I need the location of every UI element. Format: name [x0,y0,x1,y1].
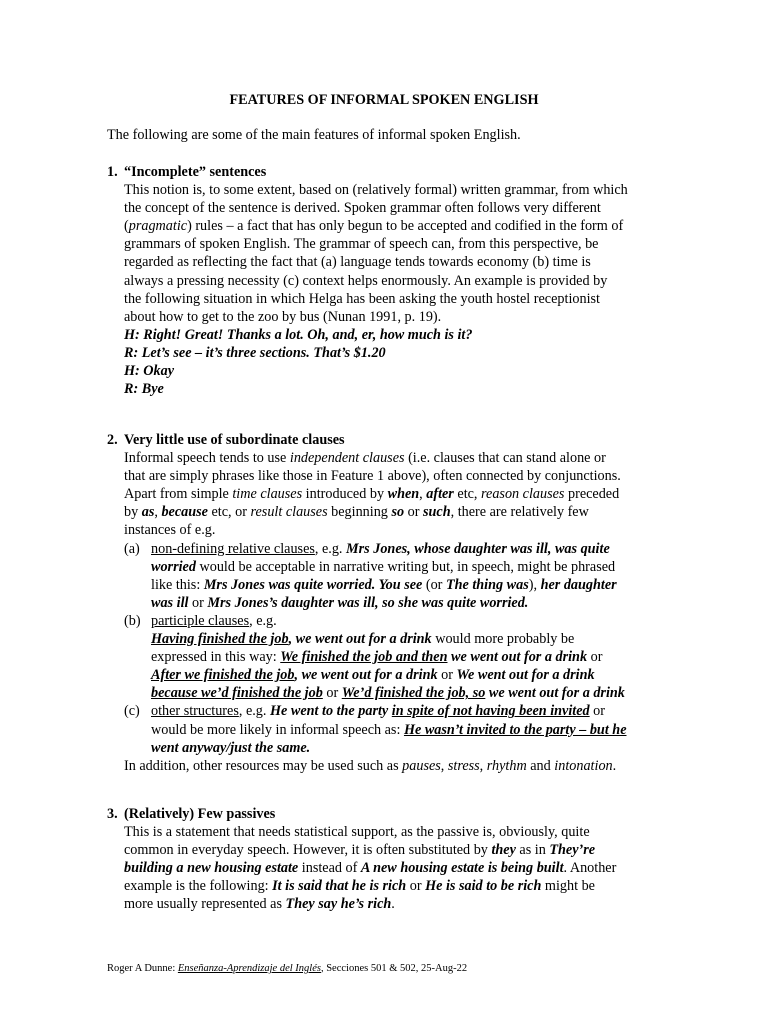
text-line: by as, because etc, or result clauses beginning so or such, there are relatively few [124,504,589,521]
sub-label: (c) [124,703,140,720]
text-line: more usually represented as They say he’s rich. [124,896,395,913]
document-title: FEATURES OF INFORMAL SPOKEN ENGLISH [229,92,539,108]
section-title: “Incomplete” sentences [124,164,267,180]
section-1 [107,163,667,398]
section-3-body [124,823,667,913]
section-3 [107,805,667,914]
text-line: grammars of spoken English. The grammar of speech can, from this perspective, be [124,236,599,253]
dialogue-line: R: Bye [124,381,164,398]
dialogue-line: H: Okay [124,363,175,380]
text-line: This is a statement that needs statistical support, as the passive is, obviously, quite [124,824,590,841]
text-line: worried would be acceptable in narrative writing but, in speech, might be phrased [151,558,616,575]
text-line: was ill or Mrs Jones’s daughter was ill, so she was quite worried. [151,594,529,611]
text-line: common in everyday speech. However, it is often substituted by they as in They’re [124,842,596,859]
text-line: like this: Mrs Jones was quite worried. You see (or The thing was), her daughter [151,576,617,593]
page-footer: Roger A Dunne: Enseñanza-Aprendizaje del Inglés, Secciones 501 & 502, 25-Aug-22 [107,963,468,974]
sub-label: (a) [124,540,140,557]
text-line: non-defining relative clauses, e.g. Mrs Jones, whose daughter was ill, was quite [151,540,610,557]
text-line: Apart from simple time clauses introduced by when, after etc, reason clauses preceded [124,486,620,503]
text-line: the concept of the sentence is derived. Spoken grammar often follows very different [124,200,601,217]
dialogue-line: H: Right! Great! Thanks a lot. Oh, and, er, how much is it? [124,326,473,343]
sub-item-a [124,540,667,612]
text-line: regarded as reflecting the fact that (a) language tends towards economy (b) time is [124,254,591,271]
text-line: Informal speech tends to use independent clauses (i.e. clauses that can stand alone or [124,450,606,467]
sub-item-b [124,612,667,702]
text-line: would be more likely in informal speech as: He wasn’t invited to the party – but he [151,721,627,738]
section-1-body [124,181,667,398]
sub-item-c [124,702,667,756]
dialogue-line: R: Let’s see – it’s three sections. That’s $1.20 [124,344,386,361]
section-title: Very little use of subordinate clauses [124,432,345,448]
section-1-heading [107,163,667,181]
text-line: In addition, other resources may be used such as pauses, stress, rhythm and intonation. [124,757,617,774]
sub-label: (b) [124,612,141,629]
section-number: 2. [107,432,118,448]
text-line: building a new housing estate instead of A new housing estate is being built. Another [124,860,617,877]
text-line: This notion is, to some extent, based on (relatively formal) written grammar, from which [124,182,628,199]
section-2-heading [107,431,667,449]
text-line: about how to get to the zoo by bus (Nunan 1991, p. 19). [124,308,442,325]
text-line: the following situation in which Helga has been asking the youth hostel receptionist [124,290,600,307]
text-line: participle clauses, e.g. [151,612,277,629]
text-line: because we’d finished the job or We’d finished the job, so we went out for a drink [151,685,625,702]
section-2-body [124,449,667,775]
text-line: went anyway/just the same. [151,739,311,756]
section-title: (Relatively) Few passives [124,806,276,822]
intro-paragraph: The following are some of the main features of informal spoken English. [107,127,521,143]
text-line: (pragmatic) rules – a fact that has only begun to be accepted and codified in the form of [124,218,624,235]
text-line: Having finished the job, we went out for a drink would more probably be [151,631,575,648]
text-line: example is the following: It is said that he is rich or He is said to be rich might be [124,878,595,895]
section-number: 1. [107,164,118,180]
text-line: expressed in this way: We finished the job and then we went out for a drink or [151,649,603,666]
text-line: that are simply phrases like those in Feature 1 above), often connected by conjunctions. [124,468,621,485]
section-3-heading [107,805,667,823]
text-line: other structures, e.g. He went to the party in spite of not having been invited or [151,703,605,720]
text-line: always a pressing necessity (c) context helps enormously. An example is provided by [124,272,608,289]
text-line: After we finished the job, we went out for a drink or We went out for a drink [151,667,595,684]
section-number: 3. [107,806,118,822]
text-line: instances of e.g. [124,522,216,539]
section-2 [107,431,667,775]
